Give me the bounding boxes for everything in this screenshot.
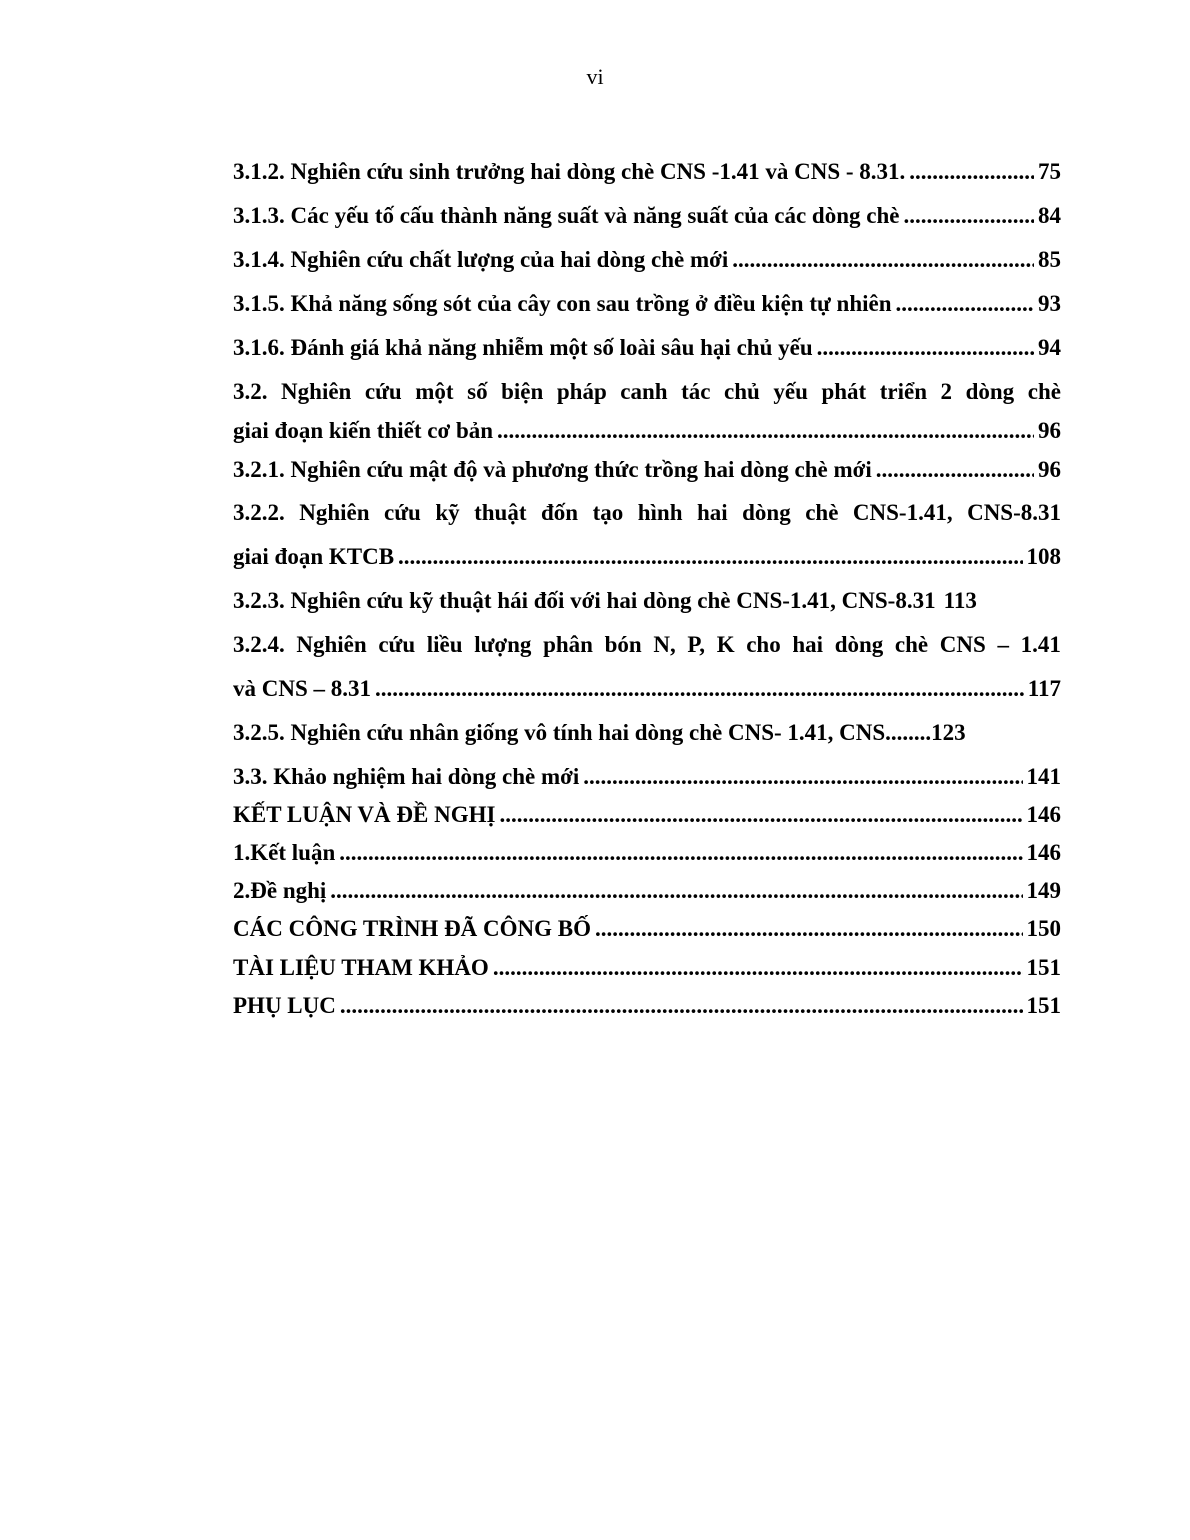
toc-entry-line2[interactable] — [233, 416, 1061, 446]
toc-word: tạo — [592, 500, 624, 525]
toc-word: lượng — [474, 632, 532, 657]
toc-leader-dots — [497, 416, 1034, 446]
toc-entry[interactable] — [233, 762, 1061, 792]
toc-word: triển — [879, 379, 927, 404]
toc-word: đốn — [540, 500, 579, 525]
toc-word: N, — [653, 632, 676, 657]
toc-leader-dots — [398, 542, 1022, 572]
toc-leader-dots — [903, 201, 1034, 231]
toc-word: 3.2.2. — [233, 500, 285, 525]
toc-entry-page: 94 — [1038, 335, 1061, 360]
toc-word: K — [716, 632, 735, 657]
toc-entry-title: CÁC CÔNG TRÌNH ĐÃ CÔNG BỐ — [233, 916, 592, 941]
toc-entry-page: 146 — [1026, 802, 1061, 827]
toc-word: chè — [1027, 379, 1061, 404]
toc-leader-dots — [909, 157, 1034, 187]
toc-entry-title: 1.Kết luận — [233, 840, 336, 865]
toc-leader-dots — [817, 333, 1034, 363]
toc-entry-title: giai đoạn kiến thiết cơ bản — [233, 418, 494, 443]
toc-entry-title: 3.1.3. Các yếu tố cấu thành năng suất và năng suất của các dòng chè — [233, 203, 900, 228]
toc-entry-page: 150 — [1026, 916, 1061, 941]
toc-entry-page: 146 — [1026, 840, 1061, 865]
toc-entry[interactable] — [233, 289, 1061, 319]
toc-entry-page: 151 — [1026, 993, 1061, 1018]
toc-entry-page: 85 — [1038, 247, 1061, 272]
toc-word: chè — [894, 632, 929, 657]
toc-word: CNS — [939, 632, 986, 657]
toc-entry[interactable] — [233, 838, 1061, 868]
toc-leader-dots — [583, 762, 1022, 792]
toc-word: một — [415, 379, 454, 404]
toc-entry[interactable] — [233, 876, 1061, 906]
toc-entry[interactable] — [233, 245, 1061, 275]
toc-entry-title: giai đoạn KTCB — [233, 544, 395, 569]
toc-leader-dots — [493, 953, 1023, 983]
toc-entry[interactable] — [233, 586, 1061, 616]
toc-entry-title: TÀI LIỆU THAM KHẢO — [233, 955, 489, 980]
toc-entry-page: 149 — [1026, 878, 1061, 903]
toc-leader-dots — [499, 800, 1022, 830]
toc-entry-line1[interactable] — [233, 630, 1061, 660]
toc-entry-title: KẾT LUẬN VÀ ĐỀ NGHỊ — [233, 802, 496, 827]
toc-word: yếu — [773, 379, 808, 404]
toc-word: 3.2.4. — [233, 632, 285, 657]
toc-entry-page: 84 — [1038, 203, 1061, 228]
toc-entry-page: 141 — [1026, 764, 1061, 789]
toc-entry-title: 3.1.5. Khả năng sống sót của cây con sau trồng ở điều kiện tự nhiên — [233, 291, 892, 316]
toc-entry-title: 3.3. Khảo nghiệm hai dòng chè mới — [233, 764, 580, 789]
toc-entry-title: 3.1.2. Nghiên cứu sinh trưởng hai dòng chè CNS -1.41 và CNS - 8.31. — [233, 159, 906, 184]
toc-entry[interactable] — [233, 157, 1061, 187]
toc-word: Nghiên — [281, 379, 352, 404]
toc-word: bón — [604, 632, 642, 657]
toc-entry[interactable] — [233, 953, 1061, 983]
toc-word: canh — [620, 379, 668, 404]
toc-word: dòng — [742, 500, 791, 525]
toc-entry-title: 2.Đề nghị — [233, 878, 327, 903]
toc-word: thuật — [474, 500, 527, 525]
toc-word: tác — [681, 379, 711, 404]
toc-word: Nghiên — [296, 632, 367, 657]
toc-word: cho — [746, 632, 781, 657]
toc-entry-page: 96 — [1038, 418, 1061, 443]
toc-word: biện — [501, 379, 544, 404]
toc-word: pháp — [556, 379, 607, 404]
toc-entry-title: 3.2.1. Nghiên cứu mật độ và phương thức trồng hai dòng chè mới — [233, 457, 872, 482]
toc-entry[interactable] — [233, 455, 1061, 485]
toc-leader-dots — [896, 289, 1034, 319]
toc-entry[interactable] — [233, 333, 1061, 363]
toc-entry-page: 113 — [943, 588, 977, 613]
toc-entry-title: PHỤ LỤC — [233, 993, 336, 1018]
toc-word: phát — [821, 379, 867, 404]
toc-word: phân — [543, 632, 593, 657]
toc-word: kỹ — [435, 500, 460, 525]
toc-entry-title: 3.1.6. Đánh giá khả năng nhiễm một số loài sâu hại chủ yếu — [233, 335, 813, 360]
toc-word: Nghiên — [299, 500, 370, 525]
toc-entry-line2[interactable] — [233, 674, 1061, 704]
toc-word: hình — [637, 500, 683, 525]
toc-word: dòng — [834, 632, 884, 657]
toc-entry-line1[interactable] — [233, 498, 1061, 528]
toc-entry-title: 3.1.4. Nghiên cứu chất lượng của hai dòng chè mới — [233, 247, 729, 272]
toc-entry[interactable] — [233, 991, 1061, 1021]
toc-word: số — [467, 379, 488, 404]
toc-word: cứu — [378, 632, 416, 657]
toc-entry-page: 75 — [1038, 159, 1061, 184]
toc-entry-title: và CNS – 8.31 — [233, 676, 372, 701]
toc-entry-line1[interactable] — [233, 377, 1061, 407]
toc-word: P, — [687, 632, 706, 657]
toc-word: CNS-1.41, — [852, 500, 953, 525]
toc-entry[interactable] — [233, 914, 1061, 944]
toc-entry[interactable] — [233, 201, 1061, 231]
toc-entry-page: 96 — [1038, 457, 1061, 482]
toc-entry-line2[interactable] — [233, 542, 1061, 572]
toc-entry-title: 3.2.5. Nghiên cứu nhân giống vô tính hai dòng chè CNS- 1.41, CNS........123 — [233, 720, 966, 745]
toc-leader-dots — [375, 674, 1024, 704]
toc-word: chủ — [724, 379, 760, 404]
toc-word: CNS-8.31 — [967, 500, 1061, 525]
toc-word: – — [997, 632, 1009, 657]
toc-entry-page: 117 — [1027, 676, 1061, 701]
toc-word: liều — [426, 632, 463, 657]
toc-entry[interactable] — [233, 800, 1061, 830]
toc-word: 3.2. — [233, 379, 268, 404]
toc-word: cứu — [364, 379, 402, 404]
toc-leader-dots — [876, 455, 1034, 485]
toc-entry-page: 108 — [1026, 544, 1061, 569]
toc-word: chè — [805, 500, 839, 525]
toc-word: cứu — [384, 500, 421, 525]
toc-entry-title: 3.2.3. Nghiên cứu kỹ thuật hái đối với hai dòng chè CNS-1.41, CNS-8.31 — [233, 588, 936, 613]
toc-word: 1.41 — [1020, 632, 1061, 657]
toc-word: hai — [792, 632, 824, 657]
page-number: vi — [586, 64, 604, 89]
toc-entry-page: 93 — [1038, 291, 1061, 316]
toc-leader-dots — [732, 245, 1034, 275]
toc-word: 2 — [940, 379, 953, 404]
toc-leader-dots — [330, 876, 1022, 906]
toc-leader-dots — [595, 914, 1022, 944]
toc-entry[interactable] — [233, 718, 1061, 748]
toc-word: dòng — [965, 379, 1015, 404]
toc-leader-dots — [339, 838, 1022, 868]
toc-word: hai — [696, 500, 728, 525]
toc-leader-dots — [340, 991, 1023, 1021]
toc-entry-page: 151 — [1026, 955, 1061, 980]
